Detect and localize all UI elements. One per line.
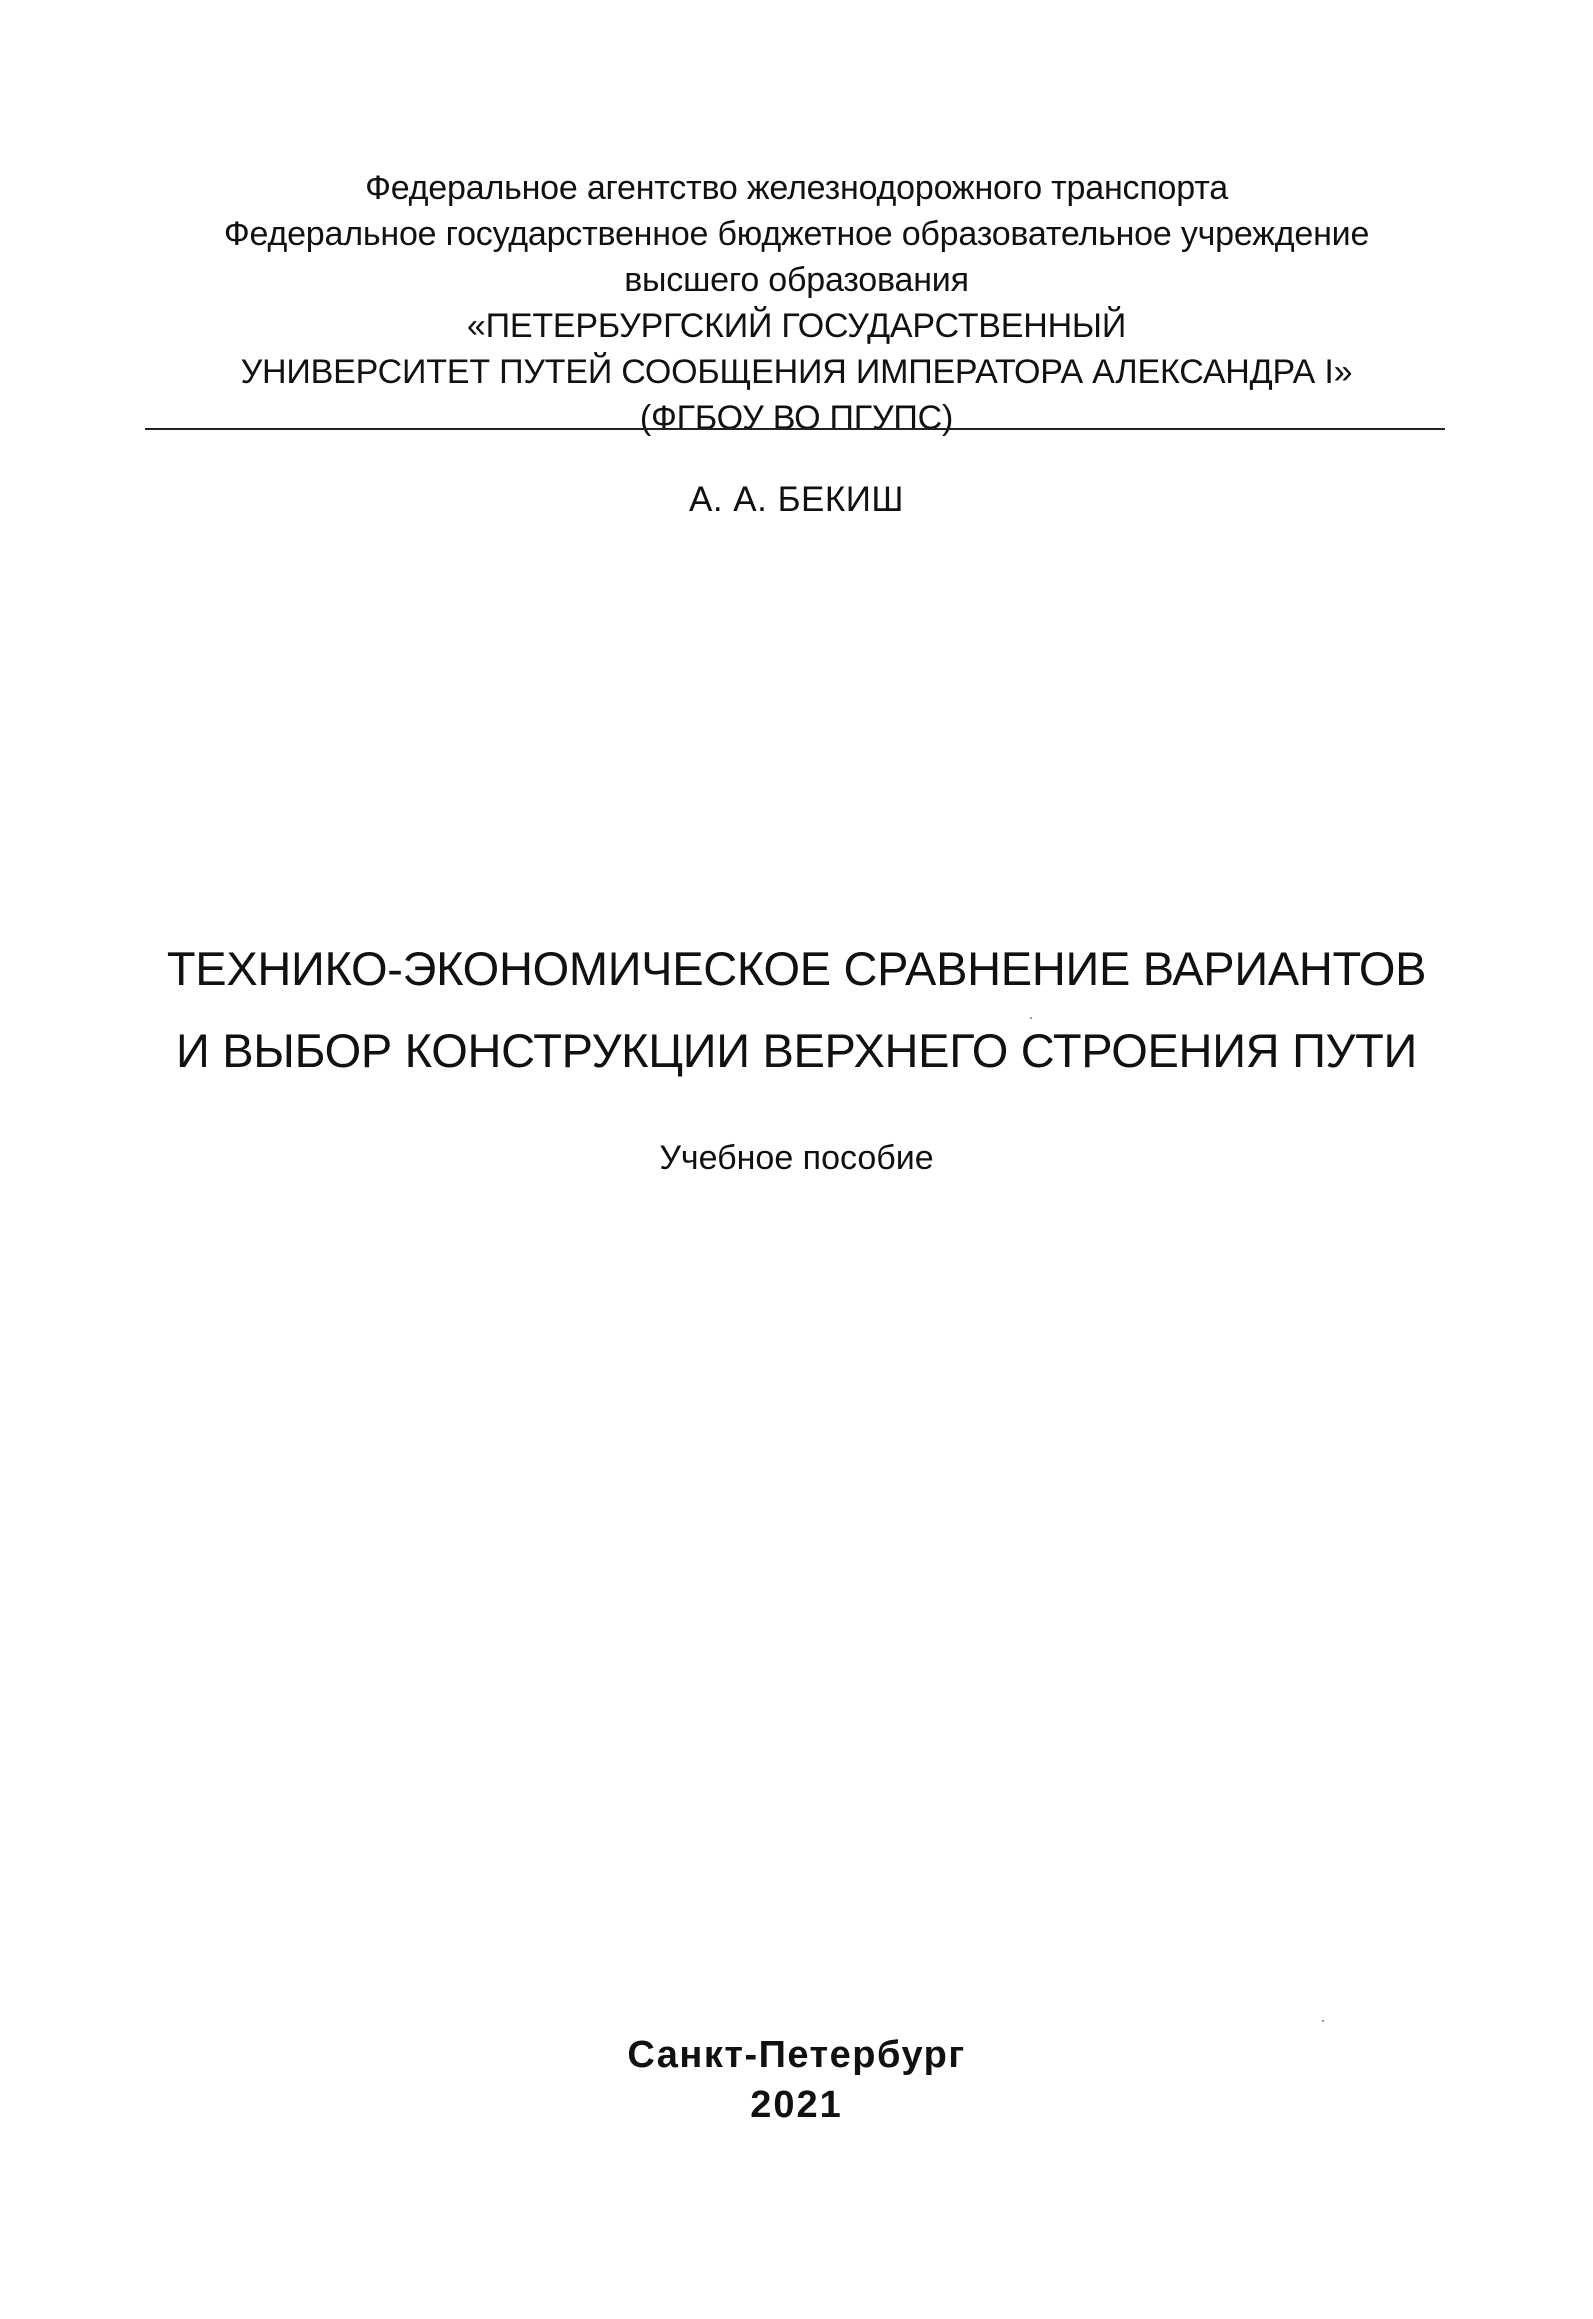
imprint — [0, 2030, 1593, 2130]
scan-speck — [1030, 1017, 1032, 1019]
book-type: Учебное пособие — [659, 1139, 934, 1177]
header-line-education-level: высшего образования — [624, 261, 969, 299]
header-line-university-name-1: «ПЕТЕРБУРГСКИЙ ГОСУДАРСТВЕННЫЙ — [466, 307, 1127, 345]
publication-year: 2021 — [750, 2084, 843, 2126]
publication-city: Санкт-Петербург — [627, 2034, 966, 2076]
institution-header — [0, 165, 1593, 441]
header-line-agency: Федеральное агентство железнодорожного транспорта — [365, 169, 1228, 207]
book-title — [0, 928, 1593, 1092]
author-name: А. А. БЕКИШ — [688, 480, 905, 519]
header-line-abbreviation: (ФГБОУ ВО ПГУПС) — [639, 399, 954, 437]
book-title-line-2: И ВЫБОР КОНСТРУКЦИИ ВЕРХНЕГО СТРОЕНИЯ ПУТИ — [175, 1024, 1418, 1077]
book-title-line-1: ТЕХНИКО-ЭКОНОМИЧЕСКОЕ СРАВНЕНИЕ ВАРИАНТОВ — [166, 942, 1427, 995]
header-line-university-name-2: УНИВЕРСИТЕТ ПУТЕЙ СООБЩЕНИЯ ИМПЕРАТОРА АЛЕКСАНДРА I» — [240, 353, 1353, 391]
header-line-institution-type: Федеральное государственное бюджетное образовательное учреждение — [223, 215, 1370, 253]
scan-speck — [1322, 2020, 1324, 2022]
header-divider — [145, 428, 1445, 430]
